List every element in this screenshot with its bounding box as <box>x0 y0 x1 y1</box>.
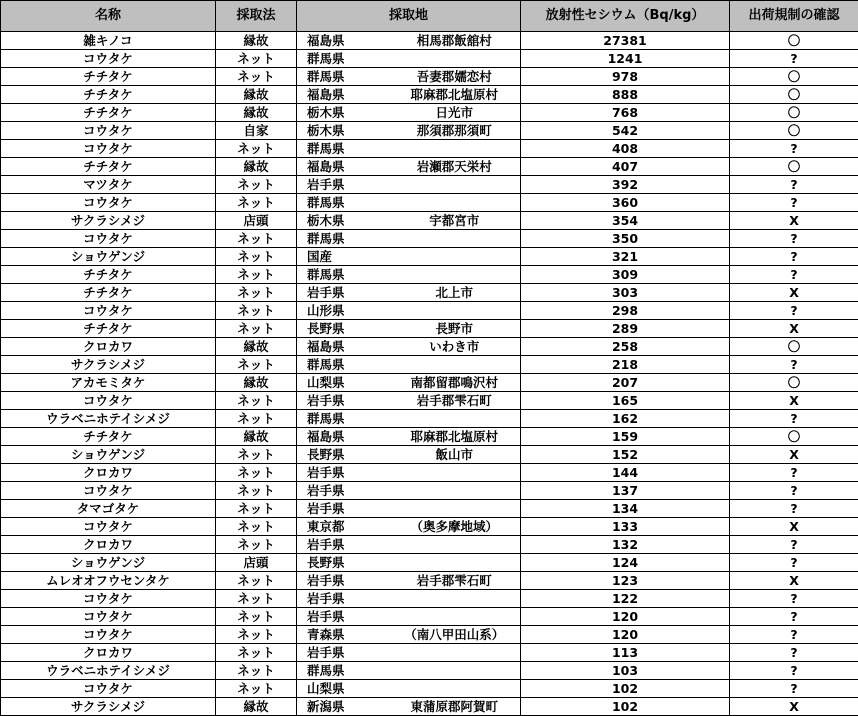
cell-municipality <box>389 464 521 482</box>
cell-cesium: 258 <box>521 338 730 356</box>
cell-municipality <box>389 266 521 284</box>
table-row <box>1 428 858 446</box>
cell-method: 縁故 <box>216 158 297 176</box>
cell-method: ネット <box>216 284 297 302</box>
cell-shipping-status: X <box>730 284 858 302</box>
cell-municipality: 飯山市 <box>389 446 521 464</box>
cell-municipality: 日光市 <box>389 104 521 122</box>
cell-method: ネット <box>216 482 297 500</box>
cell-name: コウタケ <box>1 518 216 536</box>
table-row <box>1 680 858 698</box>
cell-prefecture: 岩手県 <box>297 464 389 482</box>
cell-municipality <box>389 500 521 518</box>
table-row <box>1 464 858 482</box>
cell-cesium: 407 <box>521 158 730 176</box>
cell-municipality: 岩手郡雫石町 <box>389 572 521 590</box>
cell-prefecture: 福島県 <box>297 86 389 104</box>
table-row <box>1 500 858 518</box>
cell-cesium: 768 <box>521 104 730 122</box>
cell-name: コウタケ <box>1 608 216 626</box>
table-row <box>1 392 858 410</box>
cell-name: チチタケ <box>1 86 216 104</box>
cell-cesium: 303 <box>521 284 730 302</box>
table-row <box>1 446 858 464</box>
cell-municipality <box>389 482 521 500</box>
table-row <box>1 482 858 500</box>
header-cesium: 放射性セシウム（Bq/kg） <box>521 1 730 32</box>
cell-name: ショウゲンジ <box>1 248 216 266</box>
cell-shipping-status: X <box>730 212 858 230</box>
cell-municipality <box>389 176 521 194</box>
cell-name: コウタケ <box>1 302 216 320</box>
cell-municipality: 南都留郡鳴沢村 <box>389 374 521 392</box>
cell-method: 縁故 <box>216 698 297 716</box>
cell-municipality <box>389 536 521 554</box>
cell-municipality: 岩手郡雫石町 <box>389 392 521 410</box>
cell-cesium: 134 <box>521 500 730 518</box>
cell-prefecture: 岩手県 <box>297 392 389 410</box>
cell-municipality: 長野市 <box>389 320 521 338</box>
cell-shipping-status: 〇 <box>730 86 858 104</box>
cell-cesium: 113 <box>521 644 730 662</box>
cell-name: サクラシメジ <box>1 356 216 374</box>
cell-cesium: 102 <box>521 698 730 716</box>
cell-prefecture: 長野県 <box>297 554 389 572</box>
cell-cesium: 162 <box>521 410 730 428</box>
cell-name: コウタケ <box>1 392 216 410</box>
table-row <box>1 302 858 320</box>
cell-method: ネット <box>216 176 297 194</box>
header-row <box>1 1 858 32</box>
table-row <box>1 338 858 356</box>
header-location: 採取地 <box>297 1 521 32</box>
cell-method: 縁故 <box>216 428 297 446</box>
cell-method: ネット <box>216 410 297 428</box>
cell-shipping-status: ? <box>730 500 858 518</box>
cell-municipality <box>389 590 521 608</box>
cell-cesium: 542 <box>521 122 730 140</box>
header-status: 出荷規制の確認 <box>730 1 858 32</box>
cell-prefecture: 栃木県 <box>297 104 389 122</box>
cell-shipping-status: 〇 <box>730 338 858 356</box>
table-row <box>1 104 858 122</box>
cell-method: ネット <box>216 626 297 644</box>
cell-shipping-status: ? <box>730 554 858 572</box>
cell-prefecture: 福島県 <box>297 32 389 50</box>
table-row <box>1 320 858 338</box>
cell-shipping-status: X <box>730 446 858 464</box>
cell-shipping-status: 〇 <box>730 32 858 50</box>
cell-name: クロカワ <box>1 536 216 554</box>
cell-shipping-status: 〇 <box>730 122 858 140</box>
cell-municipality <box>389 230 521 248</box>
cell-name: ウラベニホテイシメジ <box>1 662 216 680</box>
cell-municipality <box>389 140 521 158</box>
cell-cesium: 27381 <box>521 32 730 50</box>
cell-municipality <box>389 662 521 680</box>
cell-name: チチタケ <box>1 158 216 176</box>
cell-cesium: 978 <box>521 68 730 86</box>
cell-method: ネット <box>216 446 297 464</box>
cell-shipping-status: ? <box>730 536 858 554</box>
cell-name: サクラシメジ <box>1 212 216 230</box>
cell-method: 店頭 <box>216 212 297 230</box>
cell-shipping-status: ? <box>730 590 858 608</box>
cell-municipality: 耶麻郡北塩原村 <box>389 86 521 104</box>
table-row <box>1 410 858 428</box>
cell-cesium: 207 <box>521 374 730 392</box>
cell-prefecture: 岩手県 <box>297 284 389 302</box>
cell-shipping-status: ? <box>730 464 858 482</box>
cell-method: ネット <box>216 194 297 212</box>
cell-cesium: 132 <box>521 536 730 554</box>
table-row <box>1 554 858 572</box>
cell-cesium: 1241 <box>521 50 730 68</box>
cell-prefecture: 栃木県 <box>297 122 389 140</box>
table-row <box>1 158 858 176</box>
cell-name: コウタケ <box>1 230 216 248</box>
cell-name: サクラシメジ <box>1 698 216 716</box>
cell-name: コウタケ <box>1 590 216 608</box>
cell-prefecture: 山形県 <box>297 302 389 320</box>
cell-cesium: 137 <box>521 482 730 500</box>
cell-cesium: 152 <box>521 446 730 464</box>
cell-name: ウラベニホテイシメジ <box>1 410 216 428</box>
cell-prefecture: 岩手県 <box>297 500 389 518</box>
cell-municipality: 相馬郡飯舘村 <box>389 32 521 50</box>
cell-method: ネット <box>216 320 297 338</box>
cell-method: ネット <box>216 248 297 266</box>
cell-cesium: 289 <box>521 320 730 338</box>
cell-shipping-status: ? <box>730 50 858 68</box>
cell-prefecture: 福島県 <box>297 158 389 176</box>
cell-prefecture: 青森県 <box>297 626 389 644</box>
cell-name: チチタケ <box>1 320 216 338</box>
cell-shipping-status: ? <box>730 176 858 194</box>
cell-shipping-status: X <box>730 698 858 716</box>
cell-name: コウタケ <box>1 194 216 212</box>
cell-shipping-status: X <box>730 518 858 536</box>
cell-method: 縁故 <box>216 32 297 50</box>
cell-shipping-status: 〇 <box>730 374 858 392</box>
table-row <box>1 356 858 374</box>
cell-method: ネット <box>216 302 297 320</box>
cell-cesium: 309 <box>521 266 730 284</box>
cell-prefecture: 群馬県 <box>297 662 389 680</box>
cell-municipality <box>389 554 521 572</box>
cell-shipping-status: X <box>730 572 858 590</box>
cell-municipality: （奥多摩地域） <box>389 518 521 536</box>
cell-prefecture: 長野県 <box>297 320 389 338</box>
cell-cesium: 120 <box>521 608 730 626</box>
cell-prefecture: 山梨県 <box>297 680 389 698</box>
table-row <box>1 698 858 716</box>
cell-cesium: 122 <box>521 590 730 608</box>
cell-method: ネット <box>216 518 297 536</box>
cell-cesium: 120 <box>521 626 730 644</box>
cell-cesium: 123 <box>521 572 730 590</box>
cell-prefecture: 群馬県 <box>297 140 389 158</box>
table-row <box>1 662 858 680</box>
cell-municipality <box>389 644 521 662</box>
cell-cesium: 218 <box>521 356 730 374</box>
cell-name: コウタケ <box>1 680 216 698</box>
table-body <box>1 32 858 716</box>
cell-method: ネット <box>216 392 297 410</box>
cell-shipping-status: ? <box>730 356 858 374</box>
cell-method: 縁故 <box>216 86 297 104</box>
cell-name: コウタケ <box>1 122 216 140</box>
table-row <box>1 518 858 536</box>
cell-name: マツタケ <box>1 176 216 194</box>
cell-method: 店頭 <box>216 554 297 572</box>
cell-prefecture: 岩手県 <box>297 590 389 608</box>
cell-name: 雑キノコ <box>1 32 216 50</box>
table-row <box>1 32 858 50</box>
cell-prefecture: 栃木県 <box>297 212 389 230</box>
cell-method: ネット <box>216 644 297 662</box>
cell-prefecture: 群馬県 <box>297 68 389 86</box>
table-row <box>1 68 858 86</box>
table-row <box>1 266 858 284</box>
cell-name: コウタケ <box>1 482 216 500</box>
cell-shipping-status: 〇 <box>730 428 858 446</box>
cell-cesium: 102 <box>521 680 730 698</box>
cell-shipping-status: 〇 <box>730 158 858 176</box>
cell-name: タマゴタケ <box>1 500 216 518</box>
table-row <box>1 194 858 212</box>
cell-shipping-status: ? <box>730 608 858 626</box>
cell-shipping-status: 〇 <box>730 68 858 86</box>
cell-prefecture: 長野県 <box>297 446 389 464</box>
table-row <box>1 626 858 644</box>
cell-shipping-status: ? <box>730 302 858 320</box>
cell-shipping-status: ? <box>730 680 858 698</box>
cell-shipping-status: ? <box>730 266 858 284</box>
cell-method: ネット <box>216 500 297 518</box>
cell-name: コウタケ <box>1 50 216 68</box>
cell-municipality <box>389 302 521 320</box>
cell-shipping-status: X <box>730 392 858 410</box>
cell-municipality: 耶麻郡北塩原村 <box>389 428 521 446</box>
cell-municipality: （南八甲田山系） <box>389 626 521 644</box>
cell-prefecture: 岩手県 <box>297 644 389 662</box>
cell-name: チチタケ <box>1 428 216 446</box>
cell-prefecture: 岩手県 <box>297 572 389 590</box>
cell-municipality <box>389 680 521 698</box>
table-row <box>1 644 858 662</box>
cell-prefecture: 岩手県 <box>297 176 389 194</box>
table-row <box>1 536 858 554</box>
cell-municipality <box>389 194 521 212</box>
cell-municipality: 吾妻郡嬬恋村 <box>389 68 521 86</box>
cell-municipality <box>389 410 521 428</box>
cell-name: ショウゲンジ <box>1 554 216 572</box>
cell-cesium: 354 <box>521 212 730 230</box>
cell-municipality <box>389 356 521 374</box>
cell-shipping-status: ? <box>730 662 858 680</box>
cell-name: チチタケ <box>1 104 216 122</box>
cell-prefecture: 国産 <box>297 248 389 266</box>
cell-municipality: いわき市 <box>389 338 521 356</box>
table-header <box>1 1 858 32</box>
cell-prefecture: 岩手県 <box>297 536 389 554</box>
cell-municipality: 那須郡那須町 <box>389 122 521 140</box>
table-row <box>1 176 858 194</box>
cell-method: ネット <box>216 536 297 554</box>
cell-name: クロカワ <box>1 644 216 662</box>
cell-shipping-status: 〇 <box>730 104 858 122</box>
cell-method: ネット <box>216 266 297 284</box>
cell-method: ネット <box>216 680 297 698</box>
cell-name: コウタケ <box>1 140 216 158</box>
cell-cesium: 321 <box>521 248 730 266</box>
cell-cesium: 298 <box>521 302 730 320</box>
cell-name: チチタケ <box>1 266 216 284</box>
cell-name: アカモミタケ <box>1 374 216 392</box>
table-row <box>1 230 858 248</box>
header-method: 採取法 <box>216 1 297 32</box>
table-row <box>1 590 858 608</box>
cell-method: ネット <box>216 68 297 86</box>
cell-municipality <box>389 248 521 266</box>
cell-municipality: 北上市 <box>389 284 521 302</box>
cell-shipping-status: ? <box>730 230 858 248</box>
table-row <box>1 50 858 68</box>
cell-shipping-status: ? <box>730 140 858 158</box>
cell-prefecture: 群馬県 <box>297 230 389 248</box>
table-row <box>1 608 858 626</box>
cell-cesium: 392 <box>521 176 730 194</box>
cell-prefecture: 群馬県 <box>297 356 389 374</box>
cell-method: ネット <box>216 50 297 68</box>
table-row <box>1 374 858 392</box>
cell-shipping-status: ? <box>730 248 858 266</box>
cell-cesium: 124 <box>521 554 730 572</box>
cell-shipping-status: ? <box>730 410 858 428</box>
table-row <box>1 284 858 302</box>
cell-municipality <box>389 50 521 68</box>
cell-method: ネット <box>216 572 297 590</box>
header-name: 名称 <box>1 1 216 32</box>
cell-cesium: 144 <box>521 464 730 482</box>
cell-prefecture: 群馬県 <box>297 410 389 428</box>
cell-method: 自家 <box>216 122 297 140</box>
cell-cesium: 888 <box>521 86 730 104</box>
cell-name: チチタケ <box>1 284 216 302</box>
cell-prefecture: 福島県 <box>297 428 389 446</box>
cell-method: ネット <box>216 230 297 248</box>
cell-name: クロカワ <box>1 464 216 482</box>
cell-prefecture: 岩手県 <box>297 608 389 626</box>
cell-shipping-status: ? <box>730 644 858 662</box>
cell-name: ショウゲンジ <box>1 446 216 464</box>
cell-method: 縁故 <box>216 338 297 356</box>
cell-method: ネット <box>216 590 297 608</box>
cell-method: 縁故 <box>216 374 297 392</box>
cell-prefecture: 群馬県 <box>297 194 389 212</box>
cell-municipality: 宇都宮市 <box>389 212 521 230</box>
cell-method: ネット <box>216 662 297 680</box>
cell-cesium: 159 <box>521 428 730 446</box>
cell-shipping-status: ? <box>730 482 858 500</box>
cell-shipping-status: X <box>730 320 858 338</box>
cell-method: ネット <box>216 356 297 374</box>
table-row <box>1 212 858 230</box>
table-row <box>1 572 858 590</box>
cell-cesium: 350 <box>521 230 730 248</box>
cell-prefecture: 山梨県 <box>297 374 389 392</box>
table-row <box>1 140 858 158</box>
cell-prefecture: 福島県 <box>297 338 389 356</box>
cell-prefecture: 岩手県 <box>297 482 389 500</box>
cell-cesium: 360 <box>521 194 730 212</box>
cell-cesium: 165 <box>521 392 730 410</box>
cell-name: クロカワ <box>1 338 216 356</box>
table-row <box>1 86 858 104</box>
cell-cesium: 103 <box>521 662 730 680</box>
cell-cesium: 133 <box>521 518 730 536</box>
cell-prefecture: 群馬県 <box>297 266 389 284</box>
cell-municipality <box>389 608 521 626</box>
cell-cesium: 408 <box>521 140 730 158</box>
cell-prefecture: 群馬県 <box>297 50 389 68</box>
cell-prefecture: 東京都 <box>297 518 389 536</box>
cell-shipping-status: ? <box>730 194 858 212</box>
cell-name: チチタケ <box>1 68 216 86</box>
cell-method: ネット <box>216 464 297 482</box>
cell-prefecture: 新潟県 <box>297 698 389 716</box>
cell-shipping-status: ? <box>730 626 858 644</box>
table-row <box>1 248 858 266</box>
cell-method: 縁故 <box>216 104 297 122</box>
cell-name: コウタケ <box>1 626 216 644</box>
cell-method: ネット <box>216 140 297 158</box>
cell-municipality: 東蒲原郡阿賀町 <box>389 698 521 716</box>
cell-municipality: 岩瀬郡天栄村 <box>389 158 521 176</box>
table-row <box>1 122 858 140</box>
cell-name: ムレオオフウセンタケ <box>1 572 216 590</box>
cell-method: ネット <box>216 608 297 626</box>
